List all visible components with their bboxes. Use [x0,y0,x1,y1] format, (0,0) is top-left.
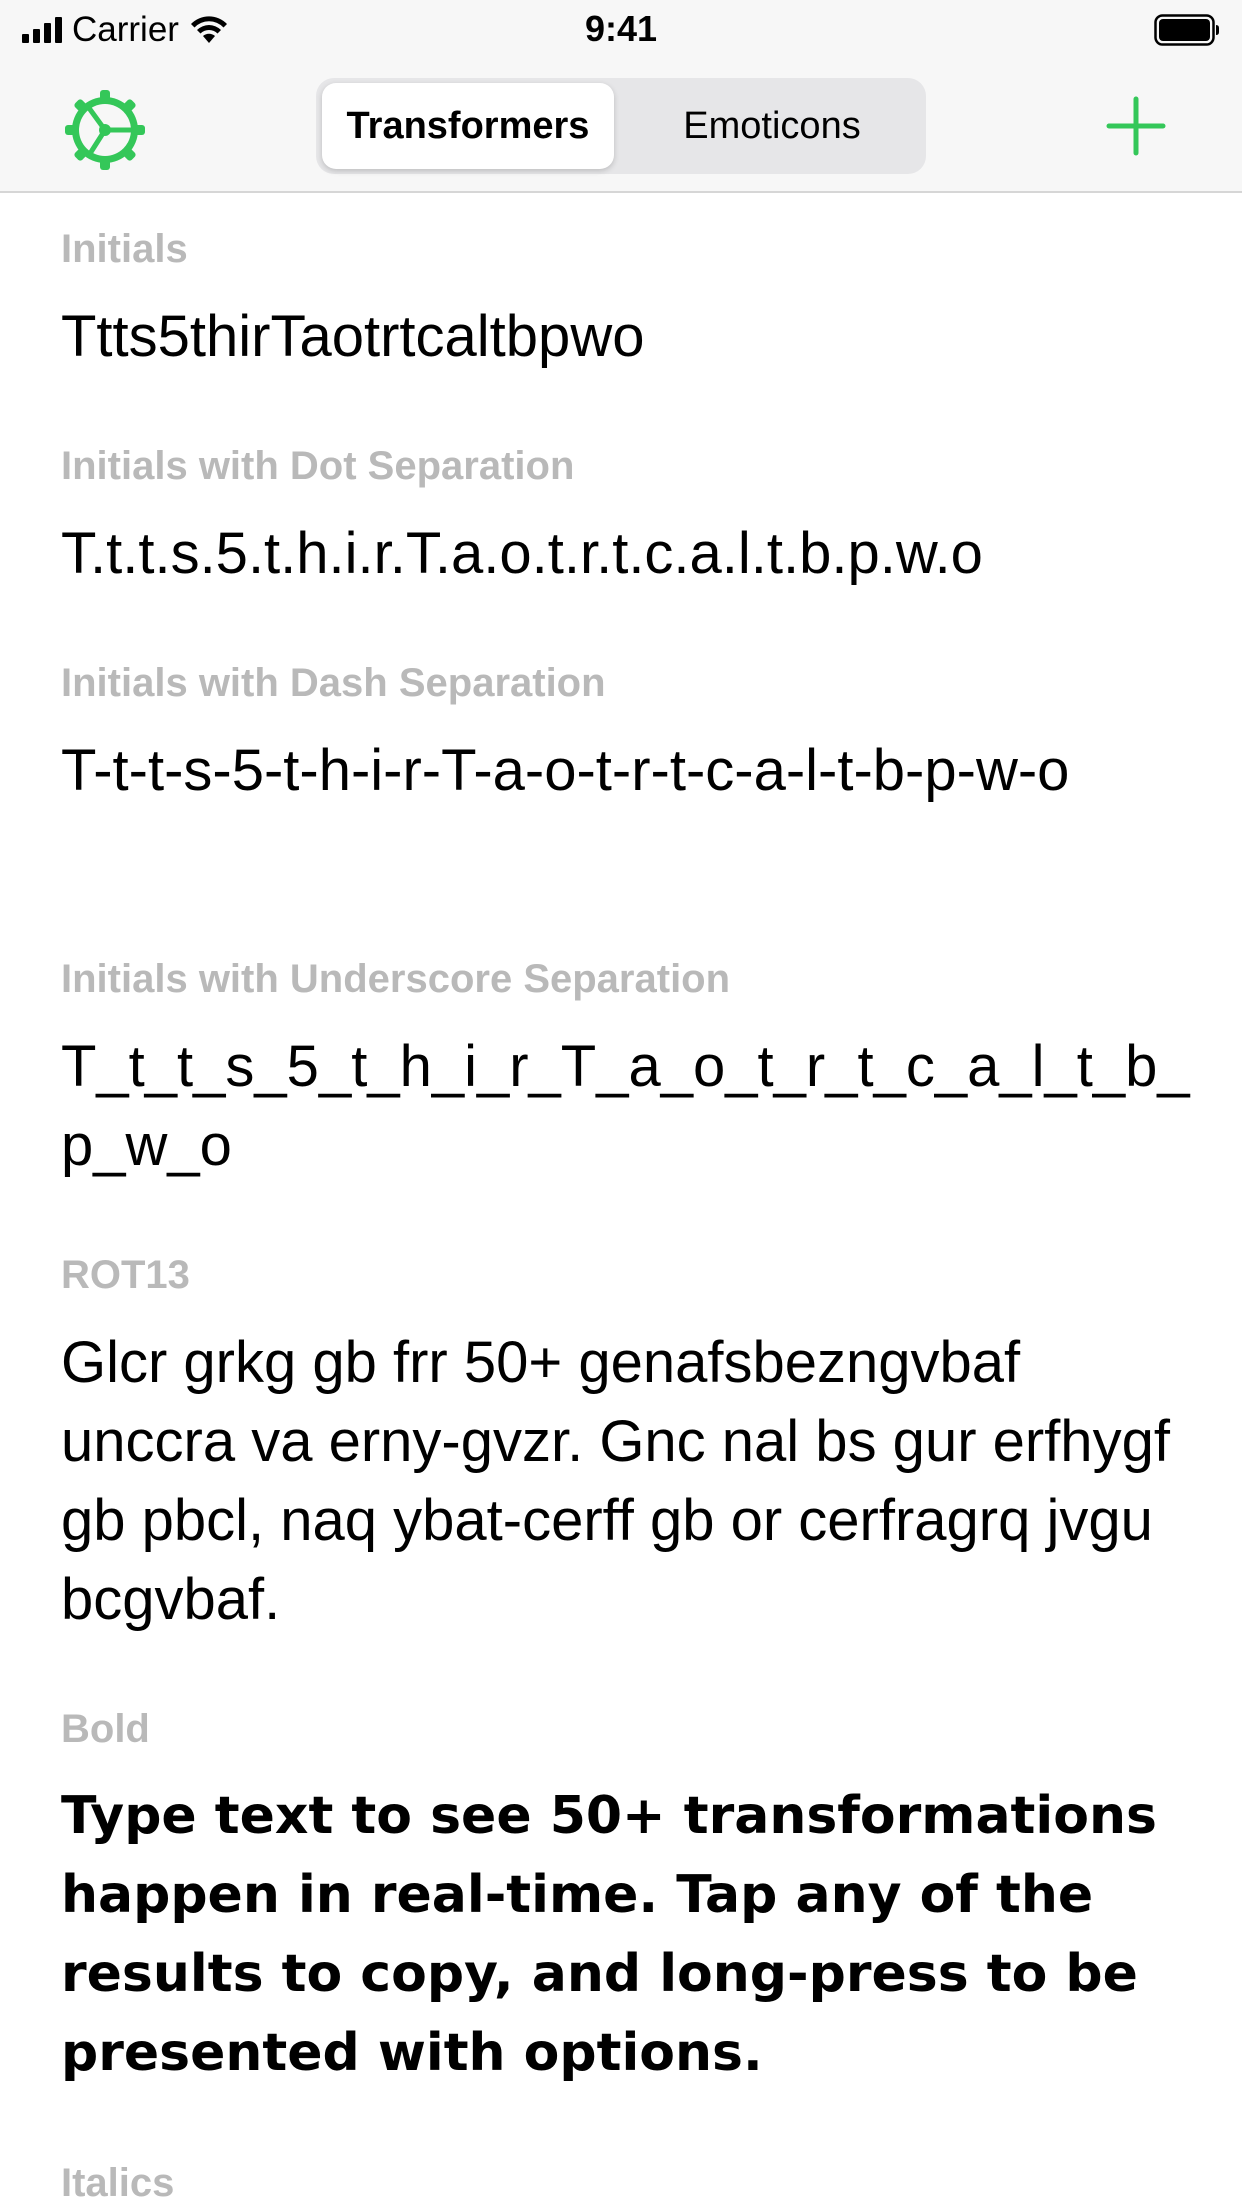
tab-transformers[interactable]: Transformers [322,83,614,169]
section-value: Glcr grkg gb frr 50+ genafsbezngvbaf unccra va erny-gvzr. Gnc nal bs gur erfhygf gb pbcl, naq ybat-cerff gb or cerfragrq jvgu bcgvbaf. [61,1330,1170,1632]
list-item[interactable] [61,659,1191,810]
section-label: ROT13 [61,1253,190,1297]
list-item[interactable] [61,225,1191,376]
plus-icon[interactable] [1103,93,1169,159]
section-value: Type text to see 50+ transformations happen in real-time. Tap any of the results to copy, and long-press to be presented with options. [61,1786,1157,2083]
segmented-control [316,78,926,174]
section-label: Initials with Underscore Separation [61,957,731,1001]
section-value: T.t.t.s.5.t.h.i.r.T.a.o.t.r.t.c.a.l.t.b.p.w.o [61,521,983,586]
battery-full-icon [1154,14,1220,46]
section-value: Ttts5thirTaotrtcaltbpwo [61,304,645,369]
section-label: Initials with Dash Separation [61,661,606,705]
gear-icon[interactable] [63,88,147,172]
list-item[interactable] [61,2159,1191,2207]
status-bar [0,0,1242,60]
section-label: Initials [61,227,188,271]
list-item[interactable] [61,1251,1191,1639]
section-value: T_t_t_s_5_t_h_i_r_T_a_o_t_r_t_c_a_l_t_b_p_w_o [61,1034,1190,1178]
section-label: Italics [61,2161,175,2205]
tab-emoticons[interactable]: Emoticons [683,104,861,147]
navigation-bar [0,60,1242,193]
carrier-label: Carrier [72,10,179,49]
list-item[interactable] [61,442,1191,593]
section-label: Bold [61,1707,150,1751]
status-time: 9:41 [584,8,658,49]
list-item[interactable] [61,955,1191,1185]
section-label: Initials with Dot Separation [61,444,575,488]
list-item[interactable] [61,1705,1191,2093]
section-value: T-t-t-s-5-t-h-i-r-T-a-o-t-r-t-c-a-l-t-b-p-w-o [61,738,1070,803]
